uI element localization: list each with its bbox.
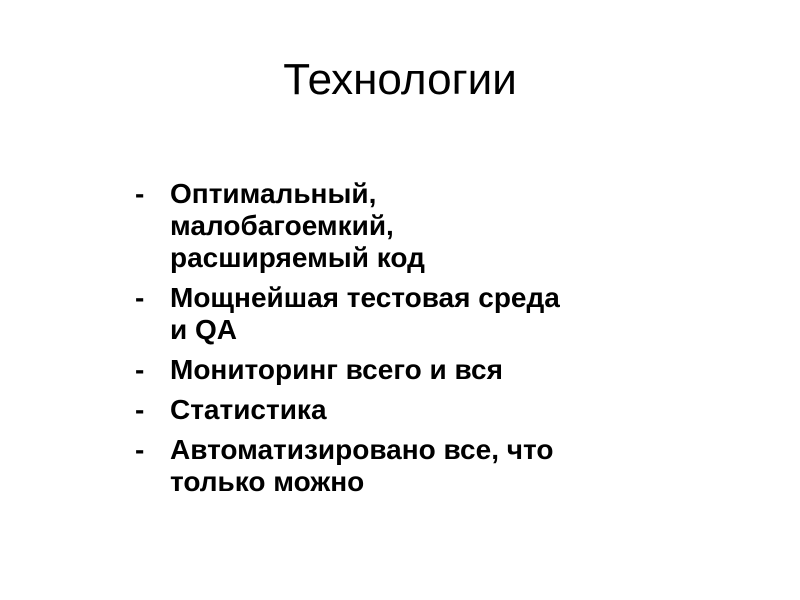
bullet-line: Мощнейшая тестовая среда [170,282,560,313]
bullet-line: Автоматизировано все, что [170,434,554,465]
bullet-text [170,282,695,346]
bullet-item-automation [135,434,695,498]
bullet-marker: - [135,354,145,385]
bullet-marker: - [135,282,145,313]
bullet-marker: - [135,178,145,209]
bullet-line: только можно [170,466,365,497]
bullet-item-monitoring [135,354,695,386]
bullet-item-optimal-code [135,178,695,274]
bullet-line: и QA [170,314,237,345]
bullet-item-test-environment [135,282,695,346]
bullet-line: Оптимальный, [170,178,377,209]
bullet-line: малобагоемкий, [170,210,394,241]
bullet-line: Статистика [170,394,327,425]
bullet-marker: - [135,434,145,465]
bullet-text [170,434,695,498]
bullet-line: Мониторинг всего и вся [170,354,503,385]
bullet-text [170,354,695,386]
bullet-line: расширяемый код [170,242,425,273]
bullet-marker: - [135,394,145,425]
bullet-item-statistics [135,394,695,426]
bullet-text [170,394,695,426]
bullet-text [170,178,695,274]
slide-title: Технологии [283,55,517,104]
bullet-list [135,178,695,506]
